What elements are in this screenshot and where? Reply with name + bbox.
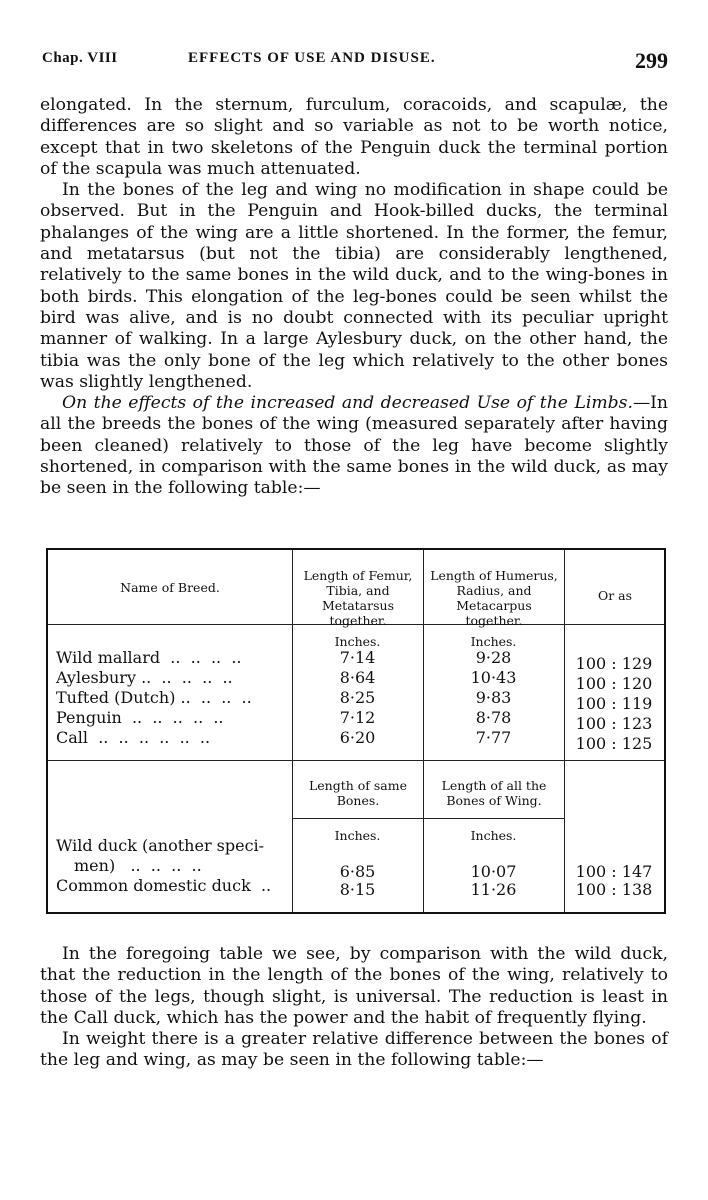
units-label: Inches.: [334, 828, 381, 843]
breed-name: Call .. .. .. .. .. ..: [56, 728, 211, 747]
paragraph: elongated. In the sternum, furculum, coracoids, and scapulæ, the differences are so slight and so variable as not to be worth notice, except that in two skeletons of the Penguin duck the terminal portion of the scapula was much attenuated.: [40, 95, 668, 179]
body-text-top: [40, 95, 668, 500]
wing-length: 7·77: [475, 728, 512, 747]
subcolumn-header-wing: Length of all the Bones of Wing.: [441, 778, 547, 808]
table-rule: [292, 818, 564, 819]
measurement-table: [46, 548, 666, 914]
wing-length: 11·26: [470, 880, 517, 899]
running-header: [40, 50, 668, 76]
breed-name: Tufted (Dutch) .. .. .. ..: [56, 688, 252, 707]
column-header-ratio: Or as: [597, 588, 633, 603]
leg-length: 7·14: [339, 648, 376, 667]
paragraph: In the foregoing table we see, by comparison with the wild duck, that the reduction in the length of the bones of the wing, relatively to those of the legs, though slight, is universal. The reduction is least in the Call duck, which has the power and the habit of frequently flying.: [40, 944, 668, 1028]
column-header-leg: Length of Femur, Tibia, and Metatarsus together.: [303, 568, 413, 628]
breed-name: men) .. .. .. ..: [74, 856, 202, 875]
leg-length: 7·12: [339, 708, 376, 727]
book-page: [40, 0, 668, 1200]
section-heading: On the effects of the increased and decreased Use of the Limbs.: [62, 393, 633, 414]
ratio-value: 100 : 123: [575, 714, 653, 733]
chapter-label: Chap. VIII: [42, 50, 118, 66]
table-rule: [48, 760, 664, 761]
breed-name: Penguin .. .. .. .. ..: [56, 708, 224, 727]
page-number: 299: [635, 48, 668, 73]
wing-length: 8·78: [475, 708, 512, 727]
ratio-value: 100 : 129: [575, 654, 653, 673]
wing-length: 10·07: [470, 862, 517, 881]
breed-name: Aylesbury .. .. .. .. ..: [56, 668, 233, 687]
units-label: Inches.: [470, 828, 517, 843]
paragraph: In weight there is a greater relative difference between the bones of the leg and wing, as may be seen in the following table:—: [40, 1029, 668, 1071]
paragraph: [40, 393, 668, 499]
section-body: —In all the breeds the bones of the wing (measured separately after having been cleaned) relatively to those of the leg have become slightly shortened, in comparison with the same bones in the wild duck, as may be seen in the following table:—: [40, 393, 668, 499]
breed-name: Wild mallard .. .. .. ..: [56, 648, 242, 667]
running-title: EFFECTS OF USE AND DISUSE.: [188, 50, 436, 66]
wing-length: 9·28: [475, 648, 512, 667]
units-label: Inches.: [470, 634, 517, 649]
wing-length: 10·43: [470, 668, 517, 687]
column-header-breed: Name of Breed.: [120, 580, 220, 595]
wing-length: 9·83: [475, 688, 512, 707]
body-text-bottom: [40, 944, 668, 1072]
column-header-wing: Length of Humerus, Radius, and Metacarpus together.: [430, 568, 558, 628]
leg-length: 8·25: [339, 688, 376, 707]
leg-length: 6·85: [339, 862, 376, 881]
ratio-value: 100 : 120: [575, 674, 653, 693]
leg-length: 8·15: [339, 880, 376, 899]
leg-length: 8·64: [339, 668, 376, 687]
units-label: Inches.: [334, 634, 381, 649]
paragraph: In the bones of the leg and wing no modification in shape could be observed. But in the Penguin and Hook-billed ducks, the terminal phalanges of the wing are a little shortened. In the former, the femur, and metatarsus (but not the tibia) are considerably lengthened, relatively to the same bones in the wild duck, and to the wing-bones in both birds. This elongation of the leg-bones could be seen whilst the bird was alive, and is no doubt connected with its peculiar upright manner of walking. In a large Aylesbury duck, on the other hand, the tibia was the only bone of the leg which relatively to the other bones was slightly lengthened.: [40, 180, 668, 392]
ratio-value: 100 : 125: [575, 734, 653, 753]
ratio-value: 100 : 119: [575, 694, 653, 713]
ratio-value: 100 : 138: [575, 880, 653, 899]
leg-length: 6·20: [339, 728, 376, 747]
subcolumn-header-leg: Length of same Bones.: [308, 778, 408, 808]
ratio-value: 100 : 147: [575, 862, 653, 881]
breed-name: Wild duck (another speci-: [56, 836, 265, 855]
breed-name: Common domestic duck ..: [56, 876, 272, 895]
